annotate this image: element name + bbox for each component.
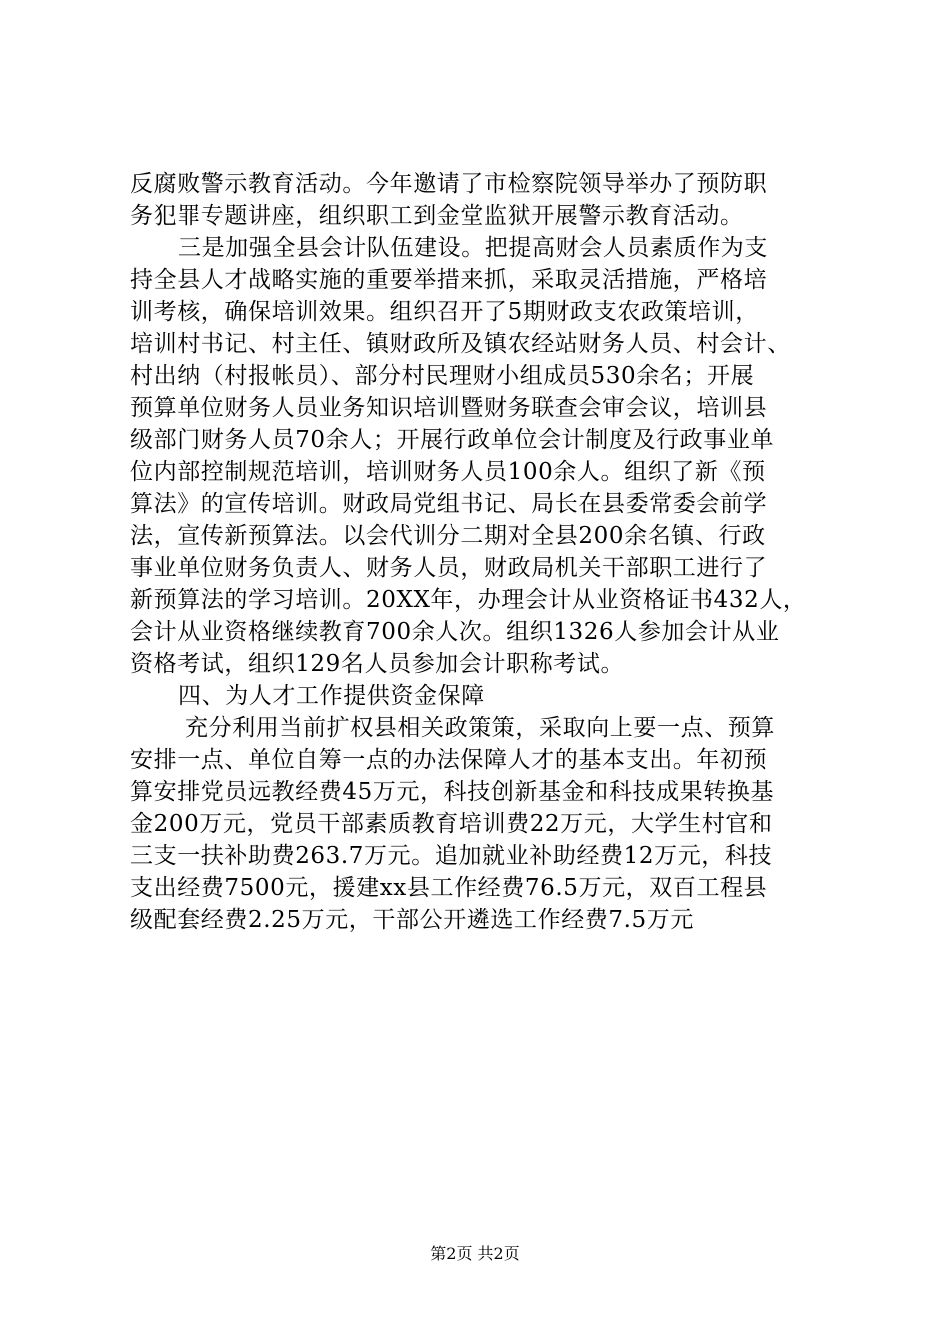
text-line: 法，宣传新预算法。以会代训分二期对全县200余名镇、行政 (130, 523, 766, 549)
paragraph-start-line: 三是加强全县会计队伍建设。把提高财会人员素质作为支 (178, 235, 768, 261)
text-line: 资格考试，组织129名人员参加会计职称考试。 (130, 651, 625, 677)
text-line: 支出经费7500元，援建xx县工作经费76.5万元，双百工程县 (130, 875, 768, 901)
text-line: 算法》的宣传培训。财政局党组书记、局长在县委常委会前学 (130, 491, 768, 517)
text-line: 村出纳（村报帐员）、部分村民理财小组成员530余名；开展 (130, 363, 755, 389)
text-line: 算安排党员远教经费45万元，科技创新基金和科技成果转换基 (130, 779, 775, 805)
text-line: 新预算法的学习培训。20XX年，办理会计从业资格证书432人， (130, 587, 807, 613)
text-line: 持全县人才战略实施的重要举措来抓，采取灵活措施，严格培 (130, 267, 768, 293)
text-line: 反腐败警示教育活动。今年邀请了市检察院领导举办了预防职 (130, 171, 768, 197)
page-number-footer: 第2页 共2页 (430, 1244, 520, 1263)
text-line: 培训村书记、村主任、镇财政所及镇农经站财务人员、村会计、 (130, 331, 791, 357)
text-line: 安排一点、单位自筹一点的办法保障人才的基本支出。年初预 (130, 747, 768, 773)
section-heading: 四、为人才工作提供资金保障 (178, 683, 485, 709)
text-line: 级部门财务人员70余人；开展行政单位会计制度及行政事业单 (130, 427, 775, 453)
document-body (130, 168, 850, 936)
text-line: 务犯罪专题讲座，组织职工到金堂监狱开展警示教育活动。 (130, 203, 744, 229)
text-line: 训考核，确保培训效果。组织召开了5期财政支农政策培训， (130, 299, 759, 325)
text-line: 金200万元，党员干部素质教育培训费22万元，大学生村官和 (130, 811, 773, 837)
paragraph-start-line: 充分利用当前扩权县相关政策策，采取向上要一点、预算 (185, 715, 775, 741)
text-line: 会计从业资格继续教育700余人次。组织1326人参加会计从业 (130, 619, 780, 645)
text-line: 位内部控制规范培训，培训财务人员100余人。组织了新《预 (130, 459, 766, 485)
text-line: 三支一扶补助费263.7万元。追加就业补助经费12万元，科技 (130, 843, 773, 869)
text-line: 级配套经费2.25万元，干部公开遴选工作经费7.5万元 (130, 907, 694, 933)
text-line: 事业单位财务负责人、财务人员，财政局机关干部职工进行了 (130, 555, 768, 581)
text-line: 预算单位财务人员业务知识培训暨财务联查会审会议，培训县 (130, 395, 768, 421)
